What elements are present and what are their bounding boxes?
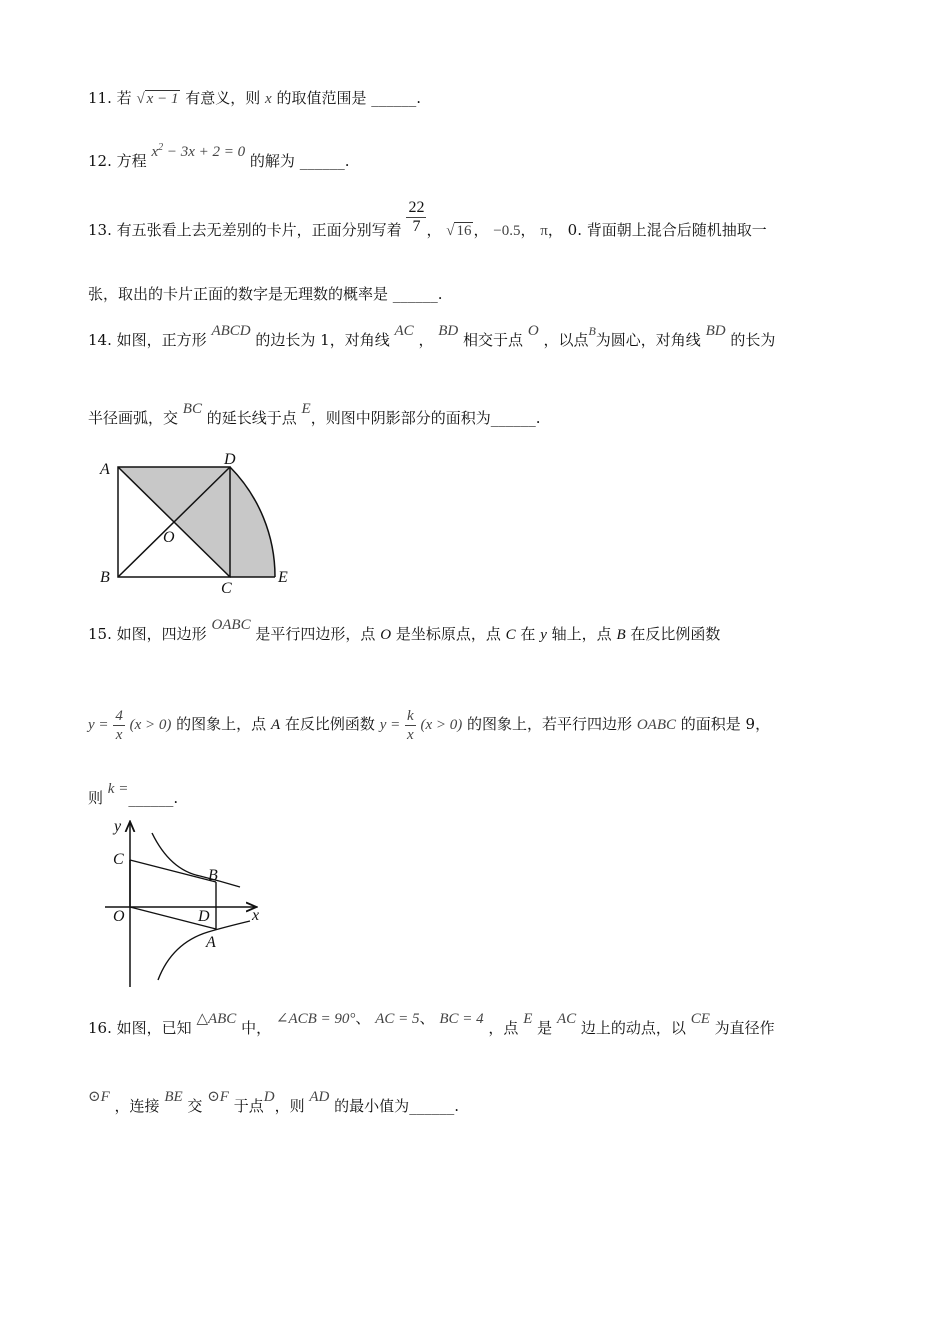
- period: .: [416, 89, 422, 107]
- question-12: [88, 142, 350, 172]
- separator: 、: [419, 1009, 435, 1027]
- answer-blank[interactable]: ______: [371, 89, 417, 107]
- question-text: 的取值范围是: [276, 89, 367, 107]
- question-text: 的面积是 9，: [680, 715, 771, 733]
- fraction-denominator: 7: [412, 217, 421, 235]
- separator: ，: [520, 221, 536, 239]
- function-1-y: y =: [88, 717, 109, 733]
- math-bd: BD: [438, 323, 459, 339]
- question-text: 若: [116, 89, 132, 107]
- sqrt-16: √ 16: [446, 223, 472, 239]
- separator: ，: [547, 221, 563, 239]
- label-o: O: [113, 908, 125, 925]
- curve-4-over-x: [152, 833, 240, 887]
- question-text: 的图象上，若平行四边形: [467, 715, 633, 733]
- value-pi: π: [540, 223, 548, 239]
- question-text: 的解为: [249, 152, 295, 170]
- fraction-denominator: x: [115, 726, 123, 743]
- question-text: 边上的动点，以: [580, 1019, 686, 1037]
- label-c: C: [113, 851, 124, 868]
- label-d: D: [224, 451, 236, 468]
- math-circle-f: ⊙F: [88, 1089, 110, 1105]
- question-text: 半径画弧，交: [88, 409, 179, 427]
- eq-x: x: [151, 144, 159, 160]
- math-triangle-abc: △ABC: [196, 1011, 237, 1027]
- question-text: 的长为: [730, 331, 776, 349]
- figure-coordinate-graph: [100, 815, 280, 993]
- math-square-abcd: ABCD: [211, 323, 251, 339]
- function-2-condition: (x > 0): [420, 717, 463, 733]
- math-k-equals: k =: [107, 781, 129, 797]
- question-text: 于点: [233, 1097, 264, 1115]
- question-text: ，则图中阴影部分的面积为: [310, 409, 491, 427]
- value-zero: 0: [567, 221, 578, 239]
- fraction-numerator: k: [407, 707, 414, 724]
- answer-blank[interactable]: ______: [128, 789, 174, 807]
- math-a: A: [270, 717, 281, 733]
- question-text: 为直径作: [714, 1019, 775, 1037]
- question-11: [88, 88, 421, 109]
- math-o: O: [527, 323, 539, 339]
- function-2-y: y =: [379, 717, 401, 733]
- label-b: B: [100, 569, 110, 586]
- question-text: 有意义，则: [185, 89, 261, 107]
- label-a: A: [206, 934, 216, 951]
- period: .: [437, 285, 443, 303]
- function-1-fraction: [113, 707, 125, 744]
- math-b: B: [588, 324, 596, 338]
- question-text: 有五张看上去无差别的卡片，正面分别写着: [116, 221, 402, 239]
- question-text: 如图，正方形: [116, 331, 207, 349]
- math-angle-acb: ∠ACB = 90°: [275, 1011, 356, 1027]
- question-number: 11.: [88, 89, 112, 107]
- question-text: 在反比例函数: [630, 625, 721, 643]
- value-neg-half: −0.5: [493, 223, 521, 239]
- label-x: x: [252, 907, 260, 924]
- math-e: E: [301, 401, 311, 417]
- eq-rest: − 3x + 2 = 0: [166, 144, 246, 160]
- answer-blank[interactable]: ______: [299, 152, 345, 170]
- question-13-line-2: [88, 284, 443, 304]
- separator: ，: [418, 331, 434, 349]
- question-text: 的图象上，点: [176, 715, 267, 733]
- question-text: ，以点: [543, 331, 589, 349]
- math-bc: BC: [182, 401, 202, 417]
- separator: 、: [355, 1009, 371, 1027]
- question-text: ，则: [274, 1097, 305, 1115]
- question-number: 15.: [88, 625, 112, 643]
- label-d: D: [198, 908, 210, 925]
- radicand: x − 1: [146, 91, 179, 107]
- math-circle-f: ⊙F: [207, 1089, 229, 1105]
- question-text: 相交于点: [463, 331, 524, 349]
- question-14: [88, 323, 776, 351]
- question-number: 14.: [88, 331, 112, 349]
- math-bd: BD: [705, 323, 726, 339]
- math-ce: CE: [690, 1011, 710, 1027]
- question-number: 13.: [88, 221, 112, 239]
- answer-blank[interactable]: ______: [392, 285, 438, 303]
- radicand: 16: [456, 223, 472, 239]
- math-o: O: [380, 627, 392, 643]
- label-b: B: [208, 867, 218, 884]
- answer-blank[interactable]: ______: [490, 409, 536, 427]
- label-o: O: [163, 529, 175, 546]
- curve-k-over-x: [158, 921, 250, 980]
- question-text: 中，: [241, 1019, 272, 1037]
- math-be: BE: [164, 1089, 183, 1105]
- math-oabc: OABC: [211, 617, 251, 633]
- question-14-line-2: [88, 401, 541, 429]
- question-15-line-3: [88, 781, 179, 809]
- figure-square-arc: [95, 450, 305, 600]
- math-d: D: [263, 1089, 275, 1105]
- math-variable: x: [265, 91, 272, 107]
- math-b: B: [616, 627, 626, 643]
- label-c: C: [221, 580, 232, 597]
- question-text: 为圆心，对角线: [595, 331, 701, 349]
- equation: [151, 144, 245, 160]
- fraction-numerator: 22: [408, 198, 425, 216]
- question-13: [88, 198, 767, 250]
- period: .: [173, 789, 179, 807]
- fraction-numerator: 4: [115, 707, 123, 724]
- math-ac-equals: AC = 5: [375, 1011, 420, 1027]
- question-text: 方程: [116, 152, 147, 170]
- question-text: ，点: [488, 1019, 519, 1037]
- question-15-line-2: [88, 704, 770, 745]
- separator: ，: [473, 221, 489, 239]
- question-text: 是: [537, 1019, 553, 1037]
- label-a: A: [100, 461, 110, 478]
- question-text: 在反比例函数: [284, 715, 375, 733]
- question-text: ，连接: [114, 1097, 160, 1115]
- segment-cb: [130, 860, 216, 882]
- math-ad: AD: [309, 1089, 330, 1105]
- function-2-fraction: [405, 707, 416, 744]
- math-ac: AC: [394, 323, 414, 339]
- answer-blank[interactable]: ______: [409, 1097, 455, 1115]
- label-e: E: [278, 569, 288, 586]
- question-text: 交: [187, 1097, 203, 1115]
- eq-exponent: 2: [158, 142, 164, 153]
- question-16: [88, 1009, 775, 1039]
- math-bc-equals: BC = 4: [439, 1011, 484, 1027]
- question-16-line-2: [88, 1089, 459, 1117]
- question-text: 轴上，点: [551, 625, 612, 643]
- math-oabc: OABC: [636, 717, 676, 733]
- question-text: 则: [88, 789, 104, 807]
- question-15: [88, 617, 721, 645]
- period: .: [535, 409, 541, 427]
- label-y: y: [114, 818, 122, 835]
- question-text: 的边长为 1，对角线: [255, 331, 390, 349]
- period: .: [344, 152, 350, 170]
- question-text: 的最小值为: [334, 1097, 410, 1115]
- separator: ，: [426, 221, 442, 239]
- question-text: 是平行四边形，点: [255, 625, 376, 643]
- function-1-condition: (x > 0): [129, 717, 172, 733]
- question-text: 是坐标原点，点: [395, 625, 501, 643]
- question-text: 张，取出的卡片正面的数字是无理数的概率是: [88, 285, 389, 303]
- question-number: 16.: [88, 1019, 112, 1037]
- shaded-sector-extra: [230, 467, 275, 577]
- fraction-22-7: [406, 199, 426, 236]
- math-e: E: [523, 1011, 533, 1027]
- question-number: 12.: [88, 152, 112, 170]
- period: .: [454, 1097, 459, 1115]
- math-y: y: [540, 627, 547, 643]
- question-text: 如图，四边形: [116, 625, 207, 643]
- question-text: 如图，已知: [116, 1019, 192, 1037]
- question-text: 在: [520, 625, 536, 643]
- sqrt-expression: √ x − 1: [136, 91, 179, 107]
- question-text: . 背面朝上混合后随机抽取一: [577, 221, 767, 239]
- fraction-denominator: x: [407, 726, 414, 743]
- question-text: 的延长线于点: [206, 409, 297, 427]
- math-c: C: [505, 627, 516, 643]
- math-ac: AC: [556, 1011, 577, 1027]
